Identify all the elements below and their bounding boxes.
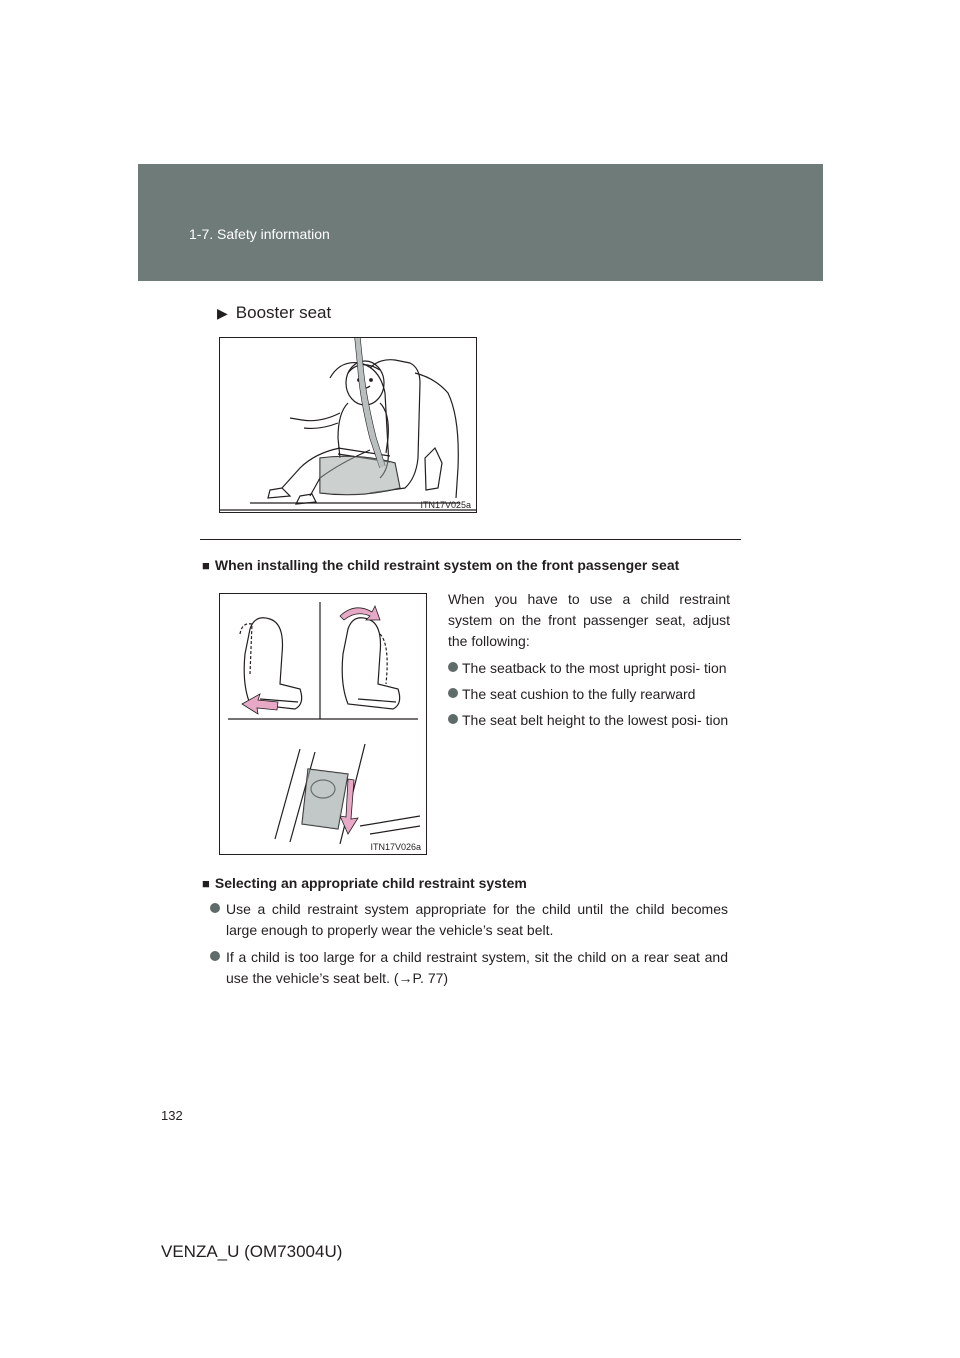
adjustment-list xyxy=(448,658,730,731)
booster-seat-label: Booster seat xyxy=(235,303,332,322)
bullet-icon xyxy=(210,951,220,961)
front-passenger-heading xyxy=(202,557,679,573)
list-item: The seat cushion to the fully rearward xyxy=(448,684,730,705)
bullet-icon xyxy=(210,903,220,913)
child-booster-seat-drawing xyxy=(220,338,476,512)
list-item: The seat belt height to the lowest posi- tion xyxy=(448,710,730,731)
list-item: The seatback to the most upright posi- tion xyxy=(448,658,730,679)
figure-code: ITN17V026a xyxy=(370,842,421,852)
selecting-heading-text: Selecting an appropriate child restraint system xyxy=(214,875,527,891)
figure-code: ITN17V025a xyxy=(420,500,471,510)
seat-adjustment-illustration xyxy=(219,593,427,855)
front-passenger-heading-text: When installing the child restraint system on the front passenger seat xyxy=(214,557,680,573)
bullet-icon xyxy=(448,688,458,698)
instructions-intro: When you have to use a child restraint system on the front passenger seat, adjust the following: xyxy=(448,591,730,649)
bullet-icon xyxy=(448,714,458,724)
page-number: 132 xyxy=(161,1108,183,1123)
list-item: If a child is too large for a child restraint system, sit the child on a rear seat and use the vehicle’s seat belt. (→P. 77) xyxy=(210,947,728,989)
booster-seat-heading xyxy=(217,303,331,323)
square-marker-icon: ■ xyxy=(202,557,210,573)
selecting-heading xyxy=(202,875,527,891)
list-item: Use a child restraint system appropriate for the child until the child becomes large enough to properly wear the vehicle’s seat belt. xyxy=(210,899,728,941)
triangle-marker-icon: ▶ xyxy=(217,304,228,321)
square-marker-icon: ■ xyxy=(202,875,210,891)
bullet-icon xyxy=(448,662,458,672)
document-code: VENZA_U (OM73004U) xyxy=(161,1242,343,1261)
header-band xyxy=(138,164,823,281)
section-divider xyxy=(200,539,741,540)
front-passenger-instructions xyxy=(448,589,730,736)
selecting-list xyxy=(210,899,728,995)
booster-seat-illustration xyxy=(219,337,477,513)
section-title: 1-7. Safety information xyxy=(189,226,330,242)
seat-adjustment-drawing xyxy=(220,594,426,854)
